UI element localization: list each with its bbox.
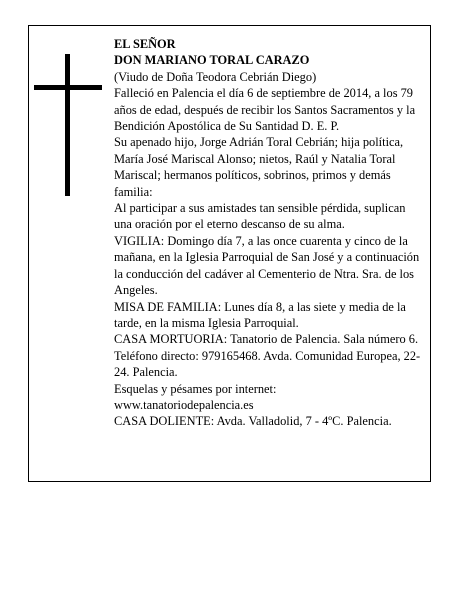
obituary-text xyxy=(114,36,426,430)
death-paragraph: Falleció en Palencia el día 6 de septiembre de 2014, a los 79 años de edad, después de recibir los Santos Sacramentos y la Bendición Apostólica de Su Santidad D. E. P. xyxy=(114,86,416,134)
vigil-paragraph: VIGILIA: Domingo día 7, a las once cuarenta y cinco de la mañana, en la Iglesia Parroquial de San José y a continuación la conducción del cadáver al Cementerio de Ntra. Sra. de los Angeles. xyxy=(114,233,420,298)
home-paragraph: CASA DOLIENTE: Avda. Valladolid, 7 - 4ºC. Palencia. xyxy=(114,414,392,429)
website-link[interactable]: www.tanatoriodepalencia.es xyxy=(114,397,254,412)
latin-cross-icon xyxy=(34,54,102,196)
mortuary-paragraph: CASA MORTUORIA: Tanatorio de Palencia. Sala número 6. Teléfono directo: 979165468. Avda. Comunidad Europea, 22-24. Palencia. xyxy=(114,332,421,380)
family-paragraph: Su apenado hijo, Jorge Adrián Toral Cebrián; hija política, María José Mariscal Alonso; nietos, Raúl y Natalia Toral Mariscal; hermanos políticos, sobrinos, primos y demás familia: xyxy=(114,135,404,199)
family-mass-paragraph: MISA DE FAMILIA: Lunes día 8, a las siete y media de la tarde, en la misma Iglesia Parroquial. xyxy=(114,299,406,330)
cross-horizontal-bar xyxy=(34,85,102,90)
deceased-name: DON MARIANO TORAL CARAZO xyxy=(114,53,310,68)
notice-title: EL SEÑOR xyxy=(114,37,176,51)
request-paragraph: Al participar a sus amistades tan sensible pérdida, suplican una oración por el eterno descanso de su alma. xyxy=(114,201,406,232)
cross-vertical-bar xyxy=(65,54,70,196)
internet-label: Esquelas y pésames por internet: xyxy=(114,381,277,396)
widow-note: (Viudo de Doña Teodora Cebrián Diego) xyxy=(114,69,317,84)
